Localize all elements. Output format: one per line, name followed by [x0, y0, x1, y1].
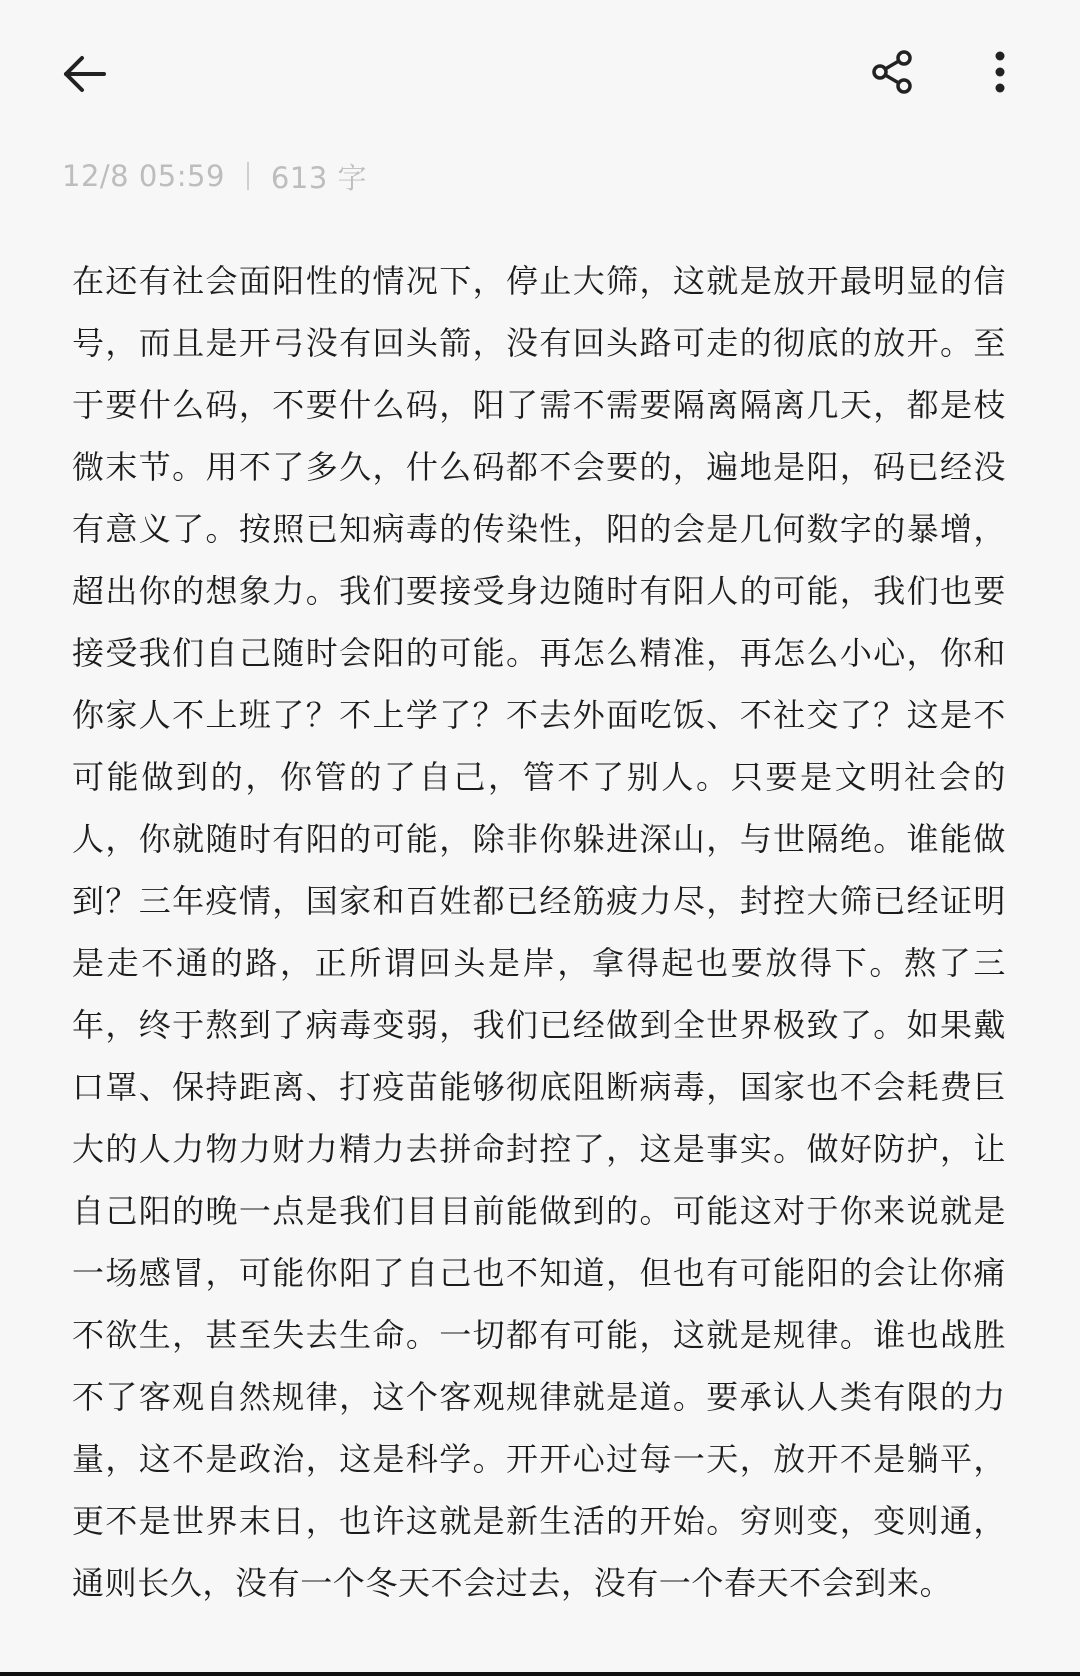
- more-options-button[interactable]: [964, 38, 1036, 110]
- note-body[interactable]: 在还有社会面阳性的情况下，停止大筛，这就是放开最明显的信号，而且是开弓没有回头箭，没有回头路可走的彻底的放开。至于要什么码，不要什么码，阳了需不需要隔离隔离几天，都是枝微末节。用不了多久，什么码都不会要的，遍地是阳，码已经没有意义了。按照已知病毒的传染性，阳的会是几何数字的暴增，超出你的想象力。我们要接受身边随时有阳人的可能，我们也要接受我们自己随时会阳的可能。再怎么精准，再怎么小心，你和你家人不上班了？不上学了？不去外面吃饭、不社交了？这是不可能做到的，你管的了自己，管不了别人。只要是文明社会的人，你就随时有阳的可能，除非你躲进深山，与世隔绝。谁能做到？三年疫情，国家和百姓都已经筋疲力尽，封控大筛已经证明是走不通的路，正所谓回头是岸，拿得起也要放得下。熬了三年，终于熬到了病毒变弱，我们已经做到全世界极致了。如果戴口罩、保持距离、打疫苗能够彻底阻断病毒，国家也不会耗费巨大的人力物力财力精力去拼命封控了，这是事实。做好防护，让自己阳的晚一点是我们目目前能做到的。可能这对于你来说就是一场感冒，可能你阳了自己也不知道，但也有可能阳的会让你痛不欲生，甚至失去生命。一切都有可能，这就是规律。谁也战胜不了客观自然规律，这个客观规律就是道。要承认人类有限的力量，这不是政治，这是科学。开开心过每一天，放开不是躺平，更不是世界末日，也许这就是新生活的开始。穷则变，变则通，通则长久，没有一个冬天不会过去，没有一个春天不会到来。: [72, 262, 1006, 1602]
- share-button[interactable]: [856, 38, 928, 110]
- more-vertical-icon: [992, 48, 1008, 100]
- bottom-border: [0, 1672, 1080, 1676]
- meta-divider: [247, 162, 249, 190]
- arrow-left-icon: [60, 54, 108, 98]
- top-bar: [0, 0, 1080, 140]
- note-word-count: 613 字: [270, 160, 367, 195]
- back-button[interactable]: [48, 40, 120, 112]
- share-icon: [868, 48, 916, 100]
- note-date: 12/8 05:59: [62, 159, 225, 193]
- note-meta: [62, 154, 367, 198]
